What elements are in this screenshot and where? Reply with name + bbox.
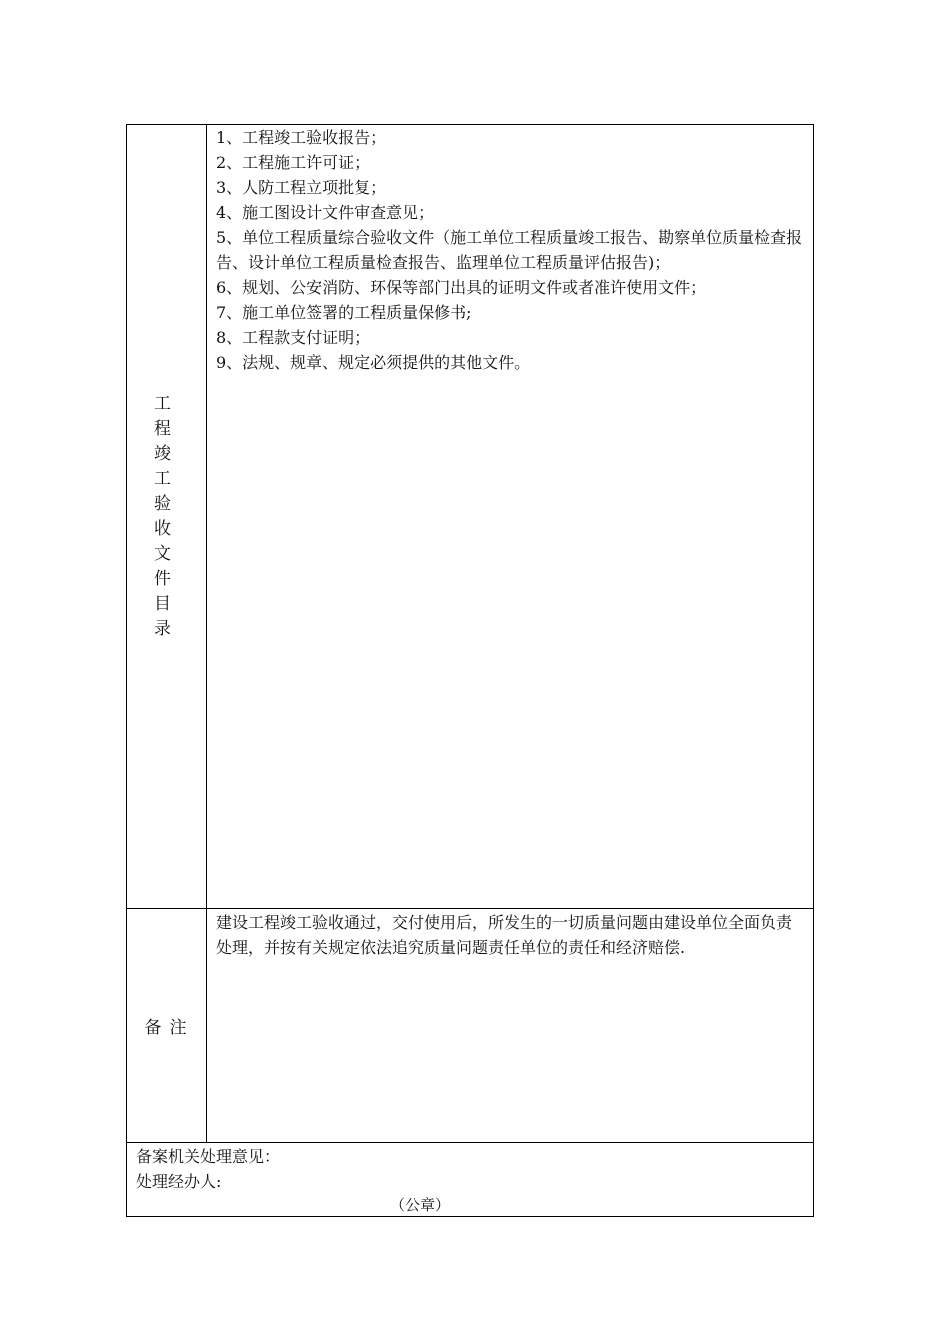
notes-label-cell bbox=[127, 909, 207, 1142]
document-list bbox=[216, 125, 803, 375]
document-item: 7、施工单位签署的工程质量保修书; bbox=[216, 303, 472, 322]
filing-form-table bbox=[126, 124, 814, 1217]
document-item: 5、单位工程质量综合验收文件（施工单位工程质量竣工报告、勘察单位质量检查报告、设计单位工程质量检查报告、监理单位工程质量评估报告)； bbox=[216, 228, 803, 272]
notes-text: 建设工程竣工验收通过，交付使用后，所发生的一切质量问题由建设单位全面负责处理，并按有关规定依法追究质量问题责任单位的责任和经济赔偿. bbox=[216, 913, 793, 957]
agency-opinion-label: 备案机关处理意见： bbox=[136, 1147, 281, 1166]
document-item: 9、法规、规章、规定必须提供的其他文件。 bbox=[216, 353, 531, 372]
notes-content-cell bbox=[207, 909, 813, 1142]
documents-label-cell bbox=[127, 125, 207, 908]
notes-label: 备注 bbox=[144, 1018, 195, 1038]
notes-row bbox=[127, 909, 813, 1143]
official-seal-label: （公章） bbox=[390, 1196, 451, 1214]
document-item: 6、规划、公安消防、环保等部门出具的证明文件或者准许使用文件； bbox=[216, 278, 707, 297]
agency-row bbox=[127, 1143, 813, 1218]
handler-label: 处理经办人: bbox=[136, 1172, 222, 1191]
documents-content-cell bbox=[207, 125, 813, 908]
document-item: 3、人防工程立项批复； bbox=[216, 178, 387, 197]
documents-label: 工程竣工验收文件目录 bbox=[154, 393, 179, 639]
document-item: 8、工程款支付证明； bbox=[216, 328, 371, 347]
document-item: 2、工程施工许可证； bbox=[216, 153, 371, 172]
document-item: 1、工程竣工验收报告； bbox=[216, 128, 387, 147]
documents-row bbox=[127, 125, 813, 909]
document-item: 4、施工图设计文件审查意见； bbox=[216, 203, 435, 222]
